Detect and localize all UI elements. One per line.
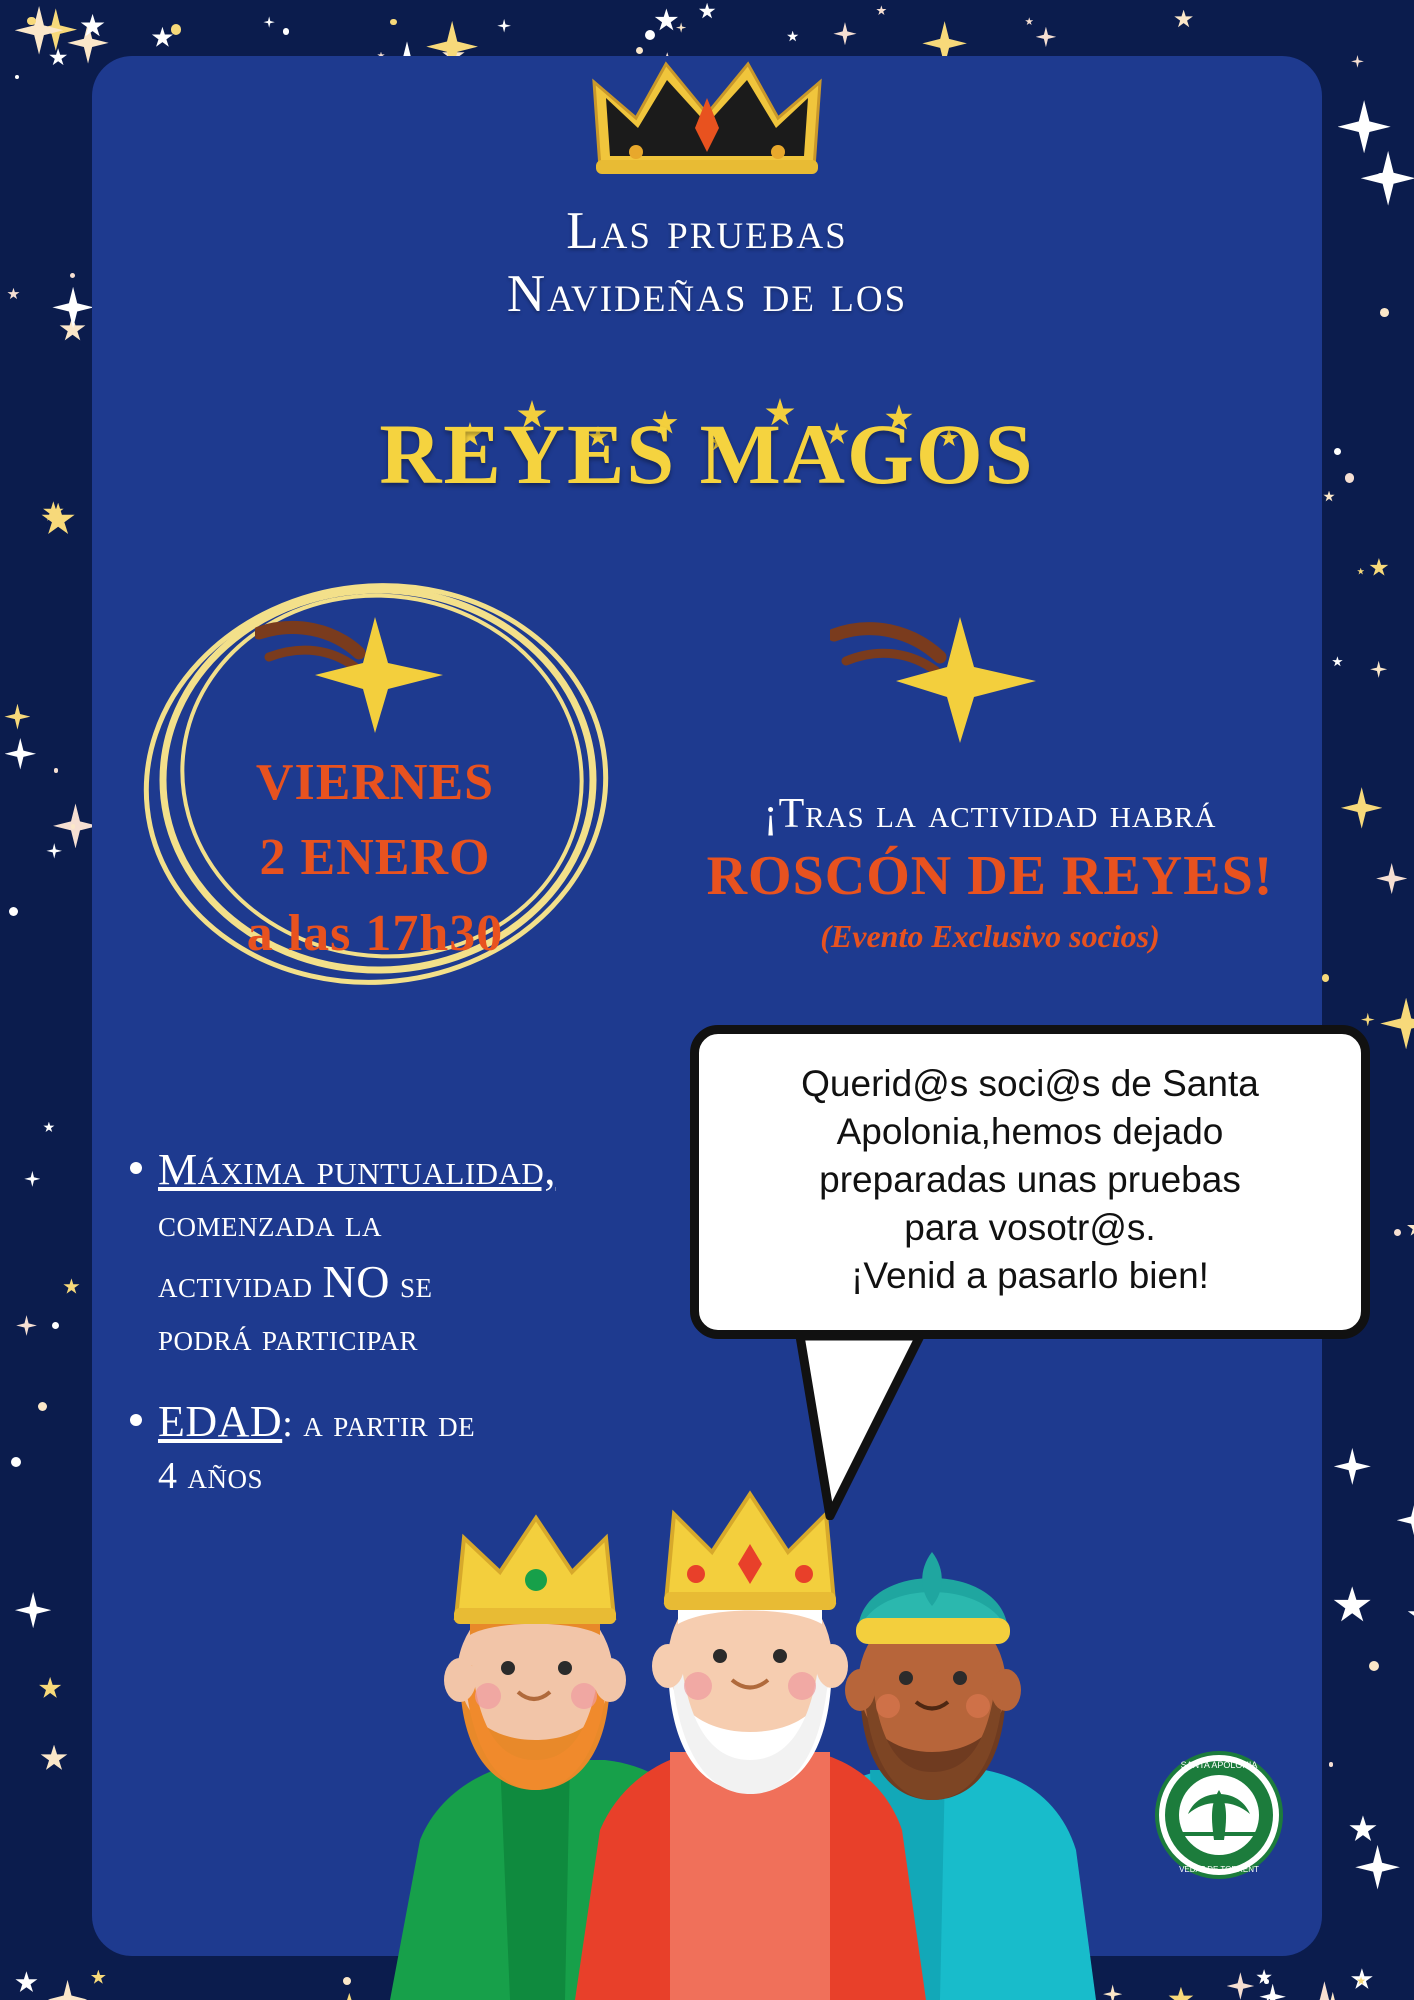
date-line-2: 2 ENERO [259,829,491,887]
decorative-star [1341,787,1383,829]
punctuality-underline: Máxima puntualidad, [158,1145,556,1194]
punctuality-no: NO [322,1255,390,1307]
bullet-dot-icon [130,1414,142,1426]
decorative-star [24,1171,40,1187]
punctuality-line-4: podrá participar [158,1316,418,1359]
santa-apolonia-logo [1154,1750,1284,1880]
decorative-star [833,22,856,45]
decorative-star [636,47,643,54]
speech-line-2: Apolonia,hemos dejado [836,1111,1224,1153]
decorative-star [1357,1977,1366,1986]
decorative-star [1369,1661,1379,1671]
punctuality-line-2: comenzada la [158,1203,382,1246]
decorative-star [5,738,36,769]
decorative-star [1361,151,1414,206]
decorative-star [67,22,108,63]
roscon-highlight: ROSCÓN DE REYES! [706,845,1274,907]
decorative-star [43,1122,54,1133]
decorative-star [1174,10,1193,29]
age-line-1: : a partir de [282,1403,476,1446]
decorative-star [1357,568,1365,576]
comet-star-right-icon [830,615,1060,745]
decorative-star [1254,1996,1282,2000]
decorative-star [1351,55,1364,68]
decorative-star [41,503,75,537]
decorative-star [283,28,289,34]
speech-line-1: Querid@s soci@s de Santa [801,1063,1259,1104]
poster-title-block [0,200,1414,325]
date-line-3: a las 17h30 [246,904,504,962]
speech-line-5: ¡Venid a pasarlo bien! [851,1255,1209,1297]
decorative-star [54,768,59,773]
members-only-note: (Evento Exclusivo socios) [820,918,1160,954]
decorative-star [1256,1969,1272,1985]
decorative-star [1351,1968,1374,1991]
decorative-star [171,24,182,35]
decorative-star [15,1592,51,1628]
decorative-star [1301,1981,1347,2000]
bullet-text-punctuality [158,1140,556,1364]
decorative-star [1332,656,1343,667]
title-highlight: REYES MAGOS [379,406,1035,502]
decorative-star [9,907,18,916]
crown-icon [592,56,822,176]
decorative-star [15,1971,38,1994]
decorative-star [11,1457,21,1467]
event-date-block [150,745,600,971]
speech-bubble-tail [790,1330,930,1520]
speech-bubble [690,1025,1370,1339]
decorative-star [1355,1845,1400,1890]
decorative-star [676,22,686,32]
decorative-star [39,1677,62,1700]
decorative-star [1264,1979,1269,1984]
decorative-star [1103,1984,1122,2000]
decorative-star [91,1970,106,1985]
decorative-star [40,1745,68,1773]
decorative-star [1168,1987,1194,2000]
date-line-1: VIERNES [255,754,495,811]
decorative-star [16,1315,37,1336]
decorative-star [1397,1502,1414,1538]
decorative-star [15,6,64,55]
age-line-2: 4 años [158,1455,264,1498]
decorative-star [1394,1229,1402,1237]
logo-top-text: SANTA APOLONIA [1180,1760,1258,1770]
punctuality-line-3a: actividad [158,1263,323,1306]
decorative-star [1407,1597,1414,1637]
decorative-star [876,5,887,16]
decorative-star [1377,173,1384,180]
bullet-dot-icon [130,1162,142,1174]
decorative-star [49,48,68,67]
title-line-1: Las pruebas [566,202,848,260]
decorative-star [1407,1218,1414,1237]
decorative-star [1333,1586,1371,1624]
decorative-star [1322,974,1329,981]
decorative-star [80,14,105,39]
decorative-star [43,501,64,522]
decorative-star [52,1322,59,1329]
decorative-star [1025,17,1033,25]
decorative-star [35,8,78,51]
decorative-star [654,8,678,32]
after-activity-line-1: ¡Tras la actividad habrá [763,791,1217,837]
punctuality-line-3b: se [389,1263,433,1306]
decorative-star [645,30,655,40]
decorative-star [343,1977,351,1985]
decorative-star [263,16,274,27]
decorative-star [390,19,396,25]
decorative-star [497,19,511,33]
decorative-star [337,1993,361,2000]
decorative-star [787,31,799,43]
decorative-star [63,1278,80,1295]
decorative-star [38,1402,47,1411]
decorative-star [71,824,76,829]
decorative-star [699,3,716,20]
speech-line-3: preparadas unas pruebas [819,1159,1241,1201]
decorative-star [1369,558,1388,577]
decorative-star [1311,1992,1355,2000]
decorative-star [46,843,62,859]
comet-star-left-icon [255,615,465,735]
decorative-star [48,1980,87,2000]
decorative-star [1361,1013,1375,1027]
speech-line-4: para vosotr@s. [904,1207,1156,1249]
decorative-star [1376,863,1407,894]
decorative-star [1338,100,1391,153]
decorative-star [151,27,173,49]
decorative-star [1349,1815,1377,1843]
decorative-star [1370,661,1387,678]
decorative-star [1259,1984,1285,2000]
list-item [130,1140,690,1364]
decorative-star [15,75,20,80]
decorative-star [4,704,30,730]
decorative-star [1227,1972,1255,2000]
decorative-star [1380,998,1414,1050]
after-activity-block [640,790,1340,955]
title-line-2: Navideñas de los [506,264,908,323]
age-underline: EDAD [158,1397,283,1447]
decorative-star [27,17,35,25]
logo-bottom-text: VEDAT DE TORRENT [1179,1865,1259,1874]
decorative-star [1329,1762,1334,1767]
decorative-star [1036,27,1057,48]
three-kings-illustration [360,1460,1100,2000]
decorative-star [1334,1448,1371,1485]
